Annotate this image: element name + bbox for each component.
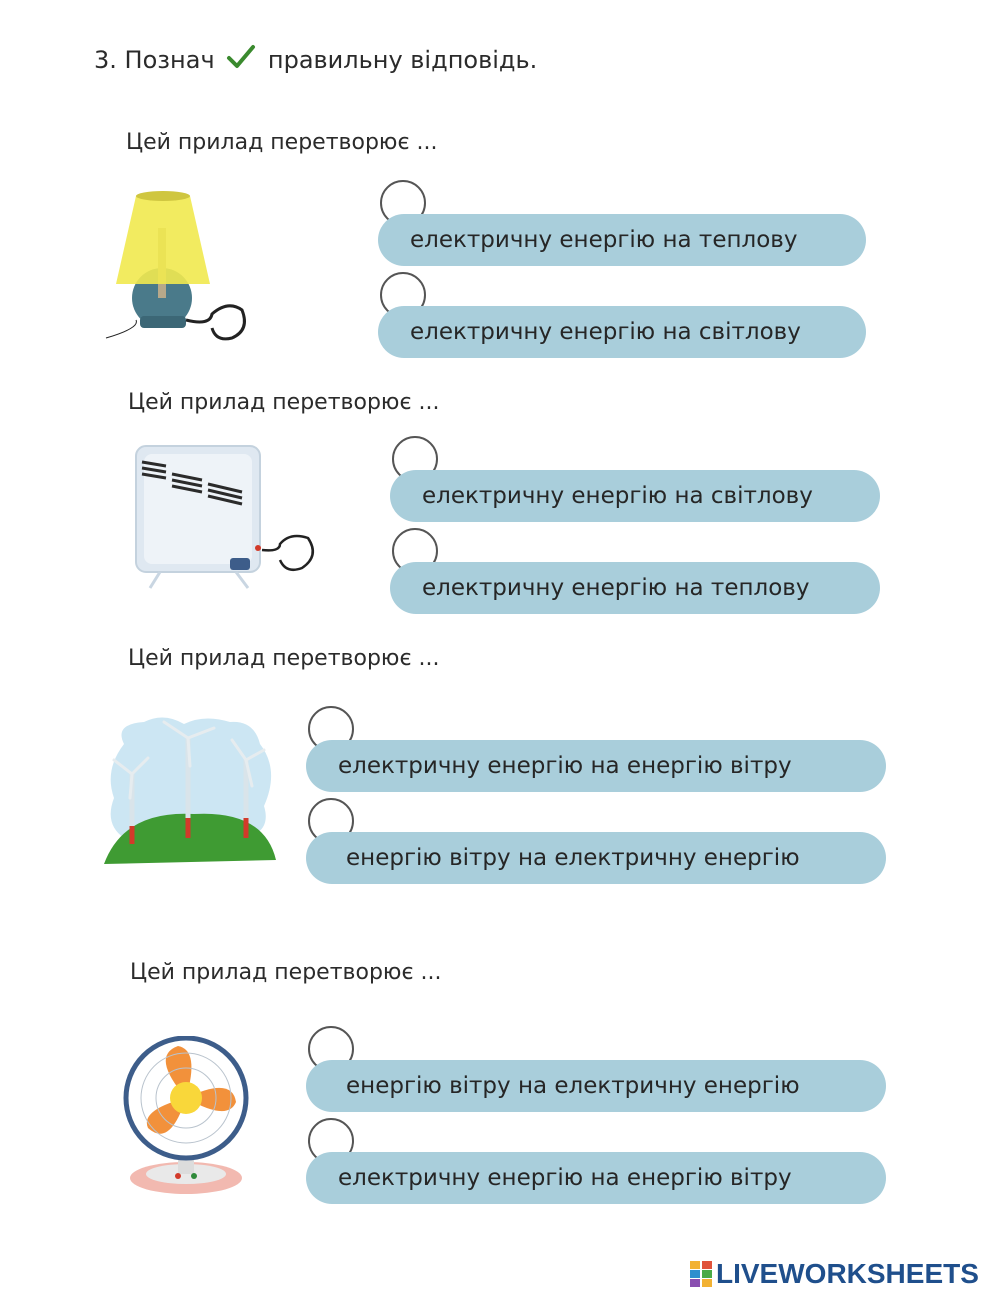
question-3-option-1[interactable]: електричну енергію на енергію вітру [306,740,886,792]
question-2-option-1[interactable]: електричну енергію на світлову [390,470,880,522]
task-text-after: правильну відповідь. [267,46,538,74]
wind-turbines-image [104,714,280,874]
liveworksheets-logo [690,1258,979,1290]
task-text-before: Познач [124,46,215,74]
check-icon [226,44,256,70]
desk-fan-image [120,1036,250,1200]
question-4-option-2[interactable]: електричну енергію на енергію вітру [306,1152,886,1204]
task-instruction [94,44,537,74]
question-2-option-2[interactable]: електричну енергію на теплову [390,562,880,614]
question-1-option-1[interactable]: електричну енергію на теплову [378,214,866,266]
electric-heater-image [130,440,330,594]
table-lamp-image [100,188,260,352]
task-number: 3. [94,46,117,74]
question-2-prompt: Цей прилад перетворює ... [128,390,440,415]
question-1-option-2[interactable]: електричну енергію на світлову [378,306,866,358]
question-3-prompt: Цей прилад перетворює ... [128,646,440,671]
question-4-option-1[interactable]: енергію вітру на електричну енергію [306,1060,886,1112]
question-1-prompt: Цей прилад перетворює ... [126,130,438,155]
question-3-option-2[interactable]: енергію вітру на електричну енергію [306,832,886,884]
question-4-prompt: Цей прилад перетворює ... [130,960,442,985]
liveworksheets-logo-icon [690,1261,712,1287]
liveworksheets-logo-text: LIVEWORKSHEETS [716,1258,979,1289]
